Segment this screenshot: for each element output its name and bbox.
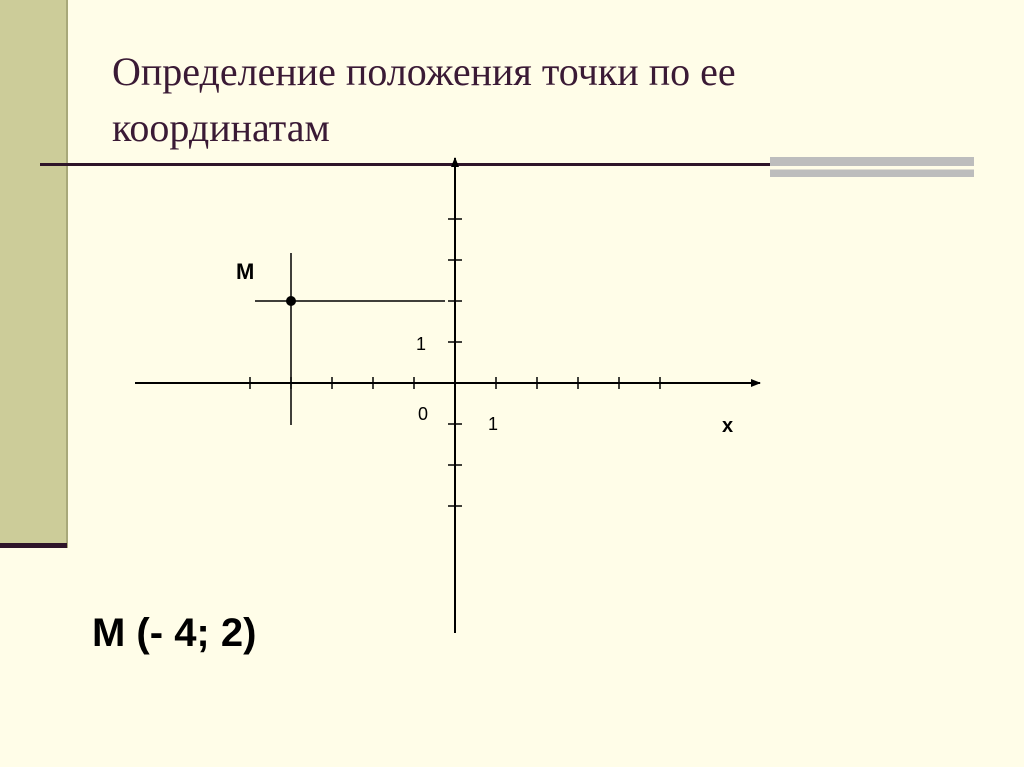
x-axis-label: x bbox=[722, 415, 734, 437]
coordinates-answer: M (- 4; 2) bbox=[92, 611, 257, 655]
point-m-label: M bbox=[236, 259, 255, 284]
origin-label: 0 bbox=[418, 404, 429, 424]
unit-label-y: 1 bbox=[416, 334, 427, 354]
slide-title: Определение положения точки по ее координатам bbox=[112, 49, 736, 150]
point-m bbox=[286, 296, 296, 306]
unit-label-x: 1 bbox=[488, 414, 499, 434]
